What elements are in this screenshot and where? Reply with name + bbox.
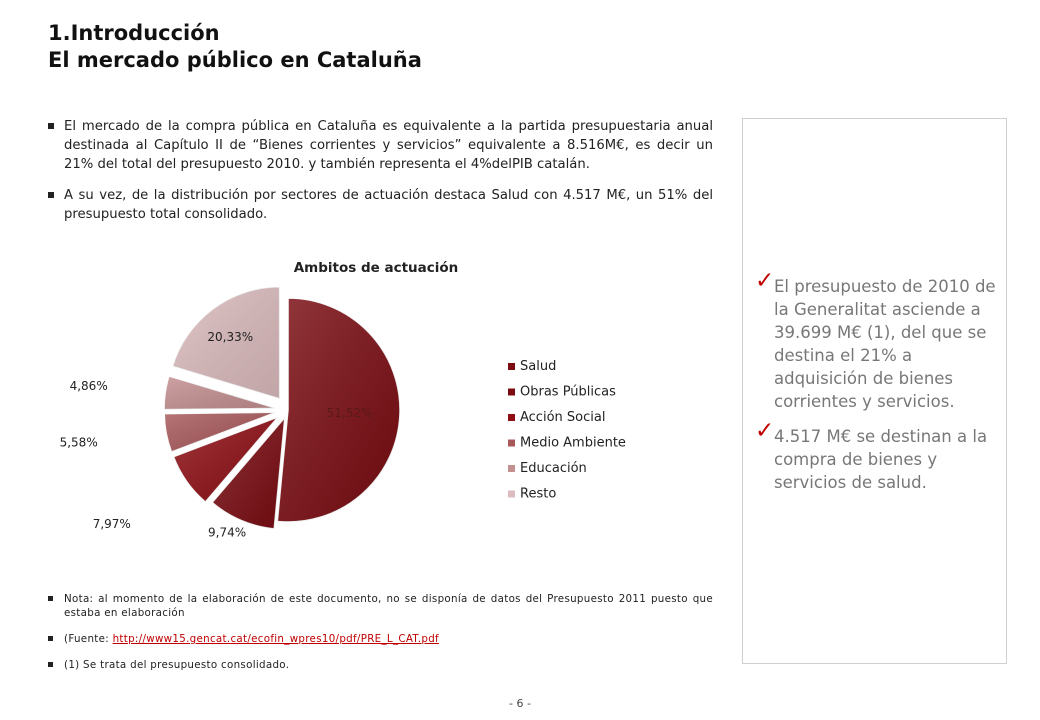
chart-title: Ambitos de actuación: [293, 260, 459, 276]
note-source: [48, 632, 713, 646]
checkmark-icon: ✓: [755, 268, 775, 294]
pie-value-label: 20,33%: [207, 330, 254, 345]
legend-swatch: [508, 440, 515, 447]
source-link[interactable]: http://www15.gencat.cat/ecofin_wpres10/pdf/PRE_L_CAT.pdf: [112, 633, 439, 645]
legend-swatch: [508, 389, 515, 396]
pie-value-label: 51,52%: [326, 405, 373, 420]
summary-box: [742, 118, 1007, 664]
note-consolidated: [48, 658, 713, 672]
legend-label: Acción Social: [520, 410, 606, 425]
legend-label: Medio Ambiente: [520, 435, 626, 451]
legend-swatch: [508, 363, 515, 370]
summary-text: 4.517 M€ se destinan a la compra de bienes y servicios de salud.: [774, 427, 988, 492]
summary-item-budget: [755, 268, 1003, 413]
bullet-square-icon: [48, 596, 53, 601]
pie-value-label: 4,86%: [69, 379, 108, 394]
title-line-2: El mercado público en Cataluña: [48, 48, 422, 72]
summary-item-health: [755, 418, 1003, 494]
legend-label: Salud: [520, 359, 557, 374]
pie-value-label: 5,58%: [59, 435, 98, 450]
bullet-text: A su vez, de la distribución por sectores de actuación destaca Salud con 4.517 M€, un 51% del presupuesto total consolidado.: [64, 188, 713, 222]
legend-label: Obras Públicas: [520, 384, 616, 400]
legend-swatch: [508, 414, 515, 421]
footnotes: [48, 592, 713, 684]
note-text: Nota: al momento de la elaboración de este documento, no se disponía de datos del Presupuesto 2011 puesto que estaba en elaboración: [64, 593, 713, 619]
legend-label: Educación: [520, 461, 587, 476]
main-bullets: [48, 117, 713, 236]
bullet-market: [48, 117, 713, 174]
pie-chart: [59, 255, 658, 555]
pie-value-label: 9,74%: [208, 525, 247, 540]
legend-swatch: [508, 491, 515, 498]
source-prefix: (Fuente:: [64, 633, 113, 645]
bullet-square-icon: [48, 636, 53, 641]
note-budget-2011: [48, 592, 713, 620]
summary-items: [755, 268, 1003, 506]
bullet-square-icon: [48, 192, 54, 198]
summary-text: El presupuesto de 2010 de la Generalitat asciende a 39.699 M€ (1), del que se destina el 21% a adquisición de bienes corrientes y servicios.: [774, 277, 996, 411]
page-title: [48, 20, 422, 74]
bullet-square-icon: [48, 662, 53, 667]
bullet-sectors: [48, 186, 713, 224]
pie-value-label: 7,97%: [92, 516, 131, 531]
checkmark-icon: ✓: [755, 418, 775, 444]
bullet-text: El mercado de la compra pública en Cataluña es equivalente a la partida presupuestaria anual destinada al Capítulo II de “Bienes corrientes y servicios” equivalente a 8.516M€, es decir un 21% del total del presupuesto 2010. y también representa el 4%delPIB catalán.: [64, 119, 713, 172]
page-number: - 6 -: [509, 697, 531, 710]
legend-label: Resto: [520, 486, 557, 502]
legend-swatch: [508, 465, 515, 472]
note-text: (1) Se trata del presupuesto consolidado.: [64, 659, 290, 671]
title-line-1: 1.Introducción: [48, 21, 220, 45]
bullet-square-icon: [48, 123, 54, 129]
